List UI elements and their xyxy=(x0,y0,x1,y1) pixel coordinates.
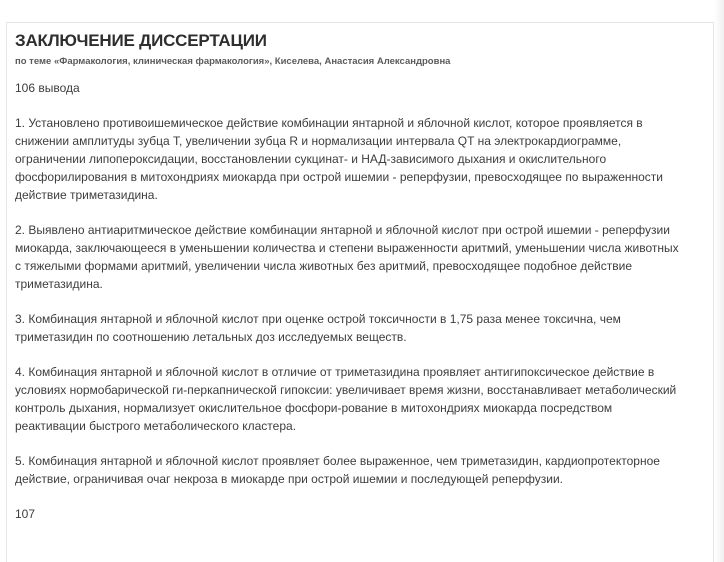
conclusion-text xyxy=(15,79,685,540)
cropped-top-line xyxy=(0,0,520,6)
conclusion-item-5: 5. Комбинация янтарной и яблочной кислот проявляет более выраженное, чем триметазидин, кардиопротекторное действие, ограничивая очаг некроза в миокарде при острой ишемии и последующей реперфузии. xyxy=(15,454,660,486)
conclusion-item-1: 1. Установлено противоишемическое действие комбинации янтарной и яблочной кислот, которое проявляется в снижении амплитуды зубца Т, увеличении зубца R и нормализации интервала QT на электрокардиограмме, ограничении липопероксидации, восстановлении сукцинат- и НАД-зависимого дыхания и окислительного фосфорилирования в митохондриях миокарда при острой ишемии - реперфузии, превосходящее по выраженности действие триметазидина. xyxy=(15,116,663,202)
page-marker-start: 106 вывода xyxy=(15,81,80,95)
page-edge-shadow xyxy=(714,0,724,562)
page-marker-end: 107 xyxy=(15,507,36,521)
conclusion-item-4: 4. Комбинация янтарной и яблочной кислот в отличие от триметазидина проявляет антигипоксическое действие в условиях нормобарической ги-перкапнической гипоксии: увеличивает время жизни, восстанавливает метаболический контроль дыхания, нормализует окислительное фосфори-рование в митохондриях миокарда посредством реактивации быстрого метаболического кластера. xyxy=(15,365,677,433)
dissertation-conclusion-panel xyxy=(6,22,714,562)
conclusion-item-2: 2. Выявлено антиаритмическое действие комбинации янтарной и яблочной кислот при острой ишемии - реперфузии миокарда, заключающееся в уменьшении количества и степени выраженности аритмий, уменьшении числа животных с тяжелыми формами аритмий, увеличении числа животных без аритмий, превосходящее подобное действие триметазидина. xyxy=(15,223,679,291)
page-title: ЗАКЛЮЧЕНИЕ ДИССЕРТАЦИИ xyxy=(15,31,267,50)
document-subtitle: по теме «Фармакология, клиническая фармакология», Киселева, Анастасия Александровна xyxy=(15,56,451,67)
conclusion-item-3: 3. Комбинация янтарной и яблочной кислот при оценке острой токсичности в 1,75 раза менее токсична, чем триметазидин по соотношению летальных доз исследуемых веществ. xyxy=(15,312,621,344)
